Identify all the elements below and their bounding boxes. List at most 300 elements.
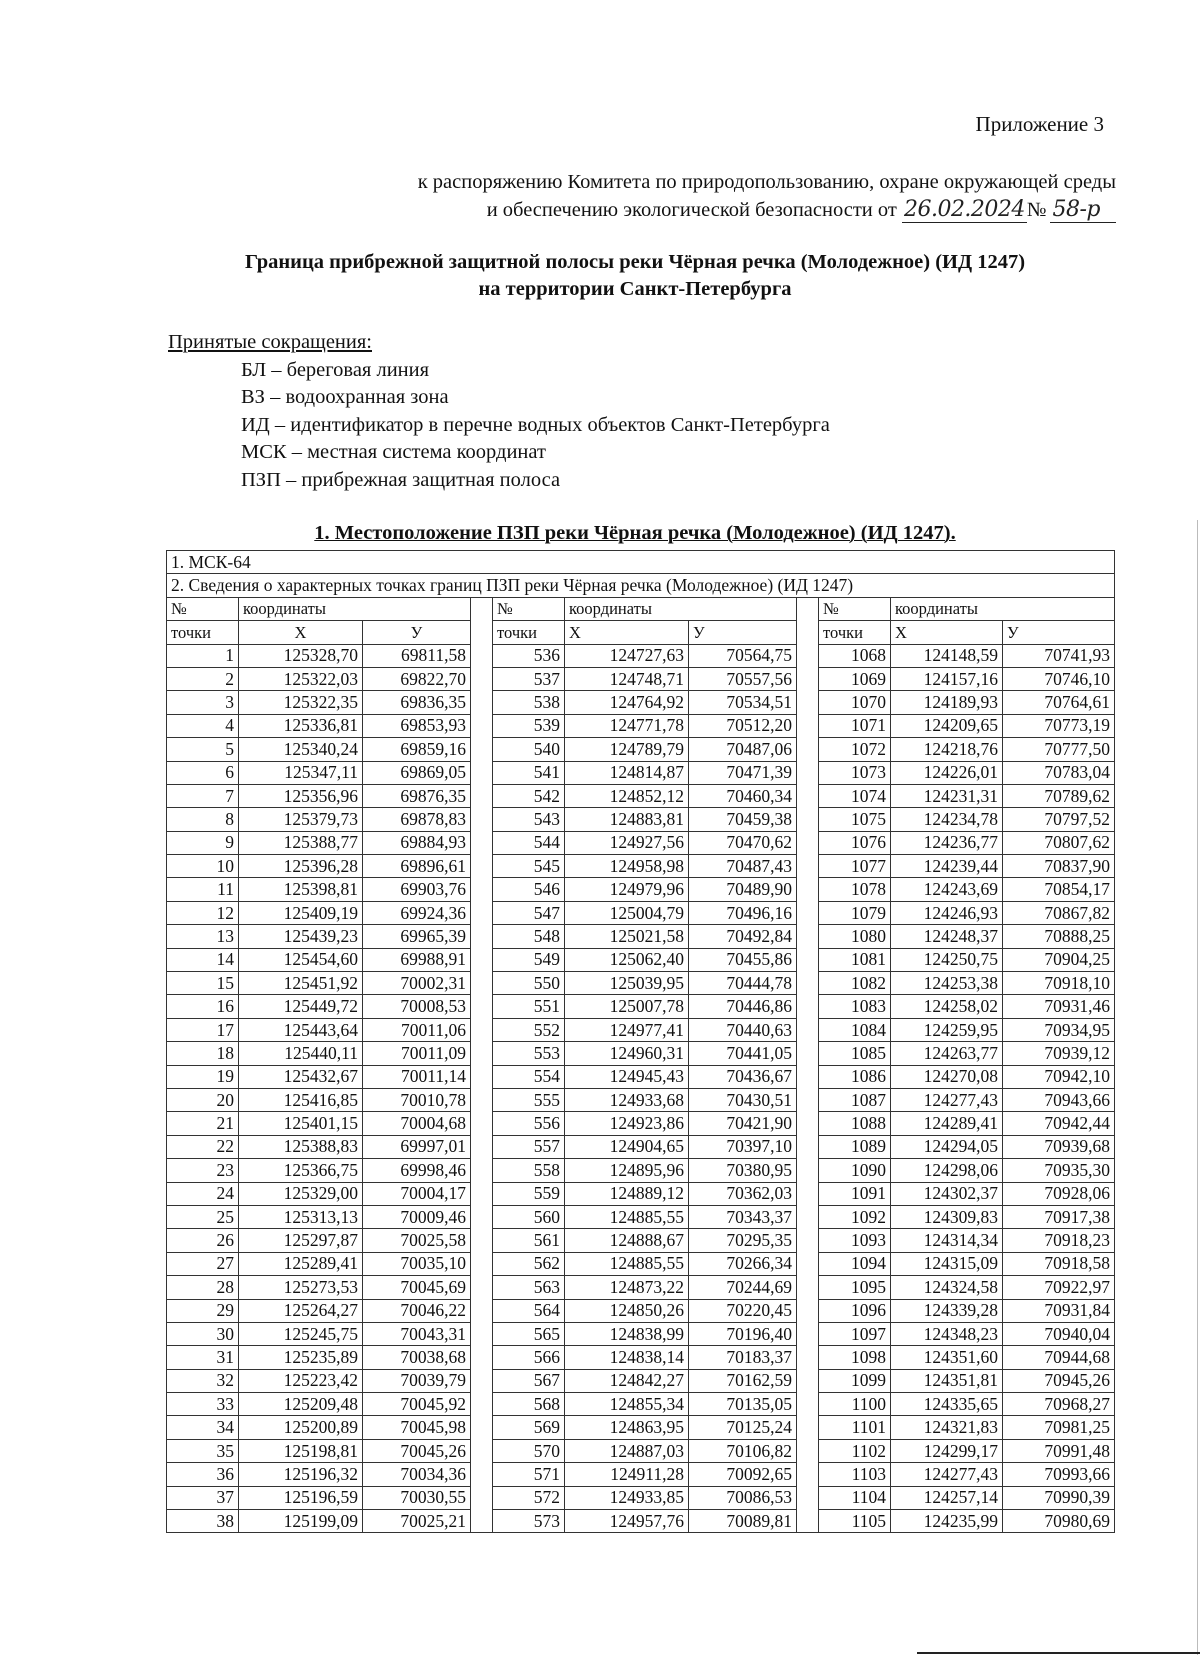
point-number: 547 <box>493 901 565 924</box>
abbreviation-item: БЛ – береговая линия <box>241 359 430 381</box>
coord-x: 124246,93 <box>891 901 1003 924</box>
point-number: 1100 <box>819 1393 891 1416</box>
point-number: 8 <box>167 808 239 831</box>
abbreviations-heading: Принятые сокращения: <box>168 331 372 353</box>
point-number: 1074 <box>819 784 891 807</box>
point-number: 564 <box>493 1299 565 1322</box>
coord-y: 70487,43 <box>689 855 797 878</box>
abbreviation-item: ПЗП – прибрежная защитная полоса <box>241 468 561 491</box>
coord-y: 70002,31 <box>363 972 471 995</box>
coord-y: 70939,68 <box>1003 1135 1115 1158</box>
point-number: 5 <box>167 738 239 761</box>
coord-y: 70244,69 <box>689 1276 797 1299</box>
coord-x: 124257,14 <box>891 1486 1003 1509</box>
coord-y: 70421,90 <box>689 1112 797 1135</box>
point-number: 1103 <box>819 1463 891 1486</box>
coord-x: 125416,85 <box>239 1088 363 1111</box>
point-number: 1105 <box>819 1510 891 1533</box>
coord-x: 125443,64 <box>239 1018 363 1041</box>
coord-y: 70009,46 <box>363 1205 471 1228</box>
table-row <box>167 738 1115 761</box>
handwritten-date: 26.02.2024 <box>903 197 1025 222</box>
coord-x: 124270,08 <box>891 1065 1003 1088</box>
coord-x: 125398,81 <box>239 878 363 901</box>
point-number: 562 <box>493 1252 565 1275</box>
coord-x: 124923,86 <box>565 1112 689 1135</box>
point-number: 27 <box>167 1252 239 1275</box>
coord-y: 69878,83 <box>363 808 471 831</box>
coordinate-system: 1. МСК-64 <box>167 551 1115 574</box>
coord-y: 70807,62 <box>1003 831 1115 854</box>
point-number: 542 <box>493 784 565 807</box>
table-row <box>167 948 1115 971</box>
point-number: 25 <box>167 1205 239 1228</box>
point-number: 1099 <box>819 1369 891 1392</box>
coord-y: 69859,16 <box>363 738 471 761</box>
coord-x: 124157,16 <box>891 667 1003 690</box>
coord-x: 124299,17 <box>891 1439 1003 1462</box>
point-number: 554 <box>493 1065 565 1088</box>
point-number: 1098 <box>819 1346 891 1369</box>
point-number: 1094 <box>819 1252 891 1275</box>
point-number: 1070 <box>819 691 891 714</box>
table-row <box>167 1276 1115 1299</box>
point-number: 6 <box>167 761 239 784</box>
coord-x: 124324,58 <box>891 1276 1003 1299</box>
coord-y: 70045,26 <box>363 1439 471 1462</box>
coord-x: 125440,11 <box>239 1042 363 1065</box>
coord-y: 70089,81 <box>689 1510 797 1533</box>
point-number: 561 <box>493 1229 565 1252</box>
coord-x: 124957,76 <box>565 1510 689 1533</box>
coord-y: 70455,86 <box>689 948 797 971</box>
coord-y: 70564,75 <box>689 644 797 667</box>
coord-x: 124263,77 <box>891 1042 1003 1065</box>
coord-y: 70034,36 <box>363 1463 471 1486</box>
coord-y: 69836,35 <box>363 691 471 714</box>
coord-x: 124838,14 <box>565 1346 689 1369</box>
table-row <box>167 1205 1115 1228</box>
coord-x: 124850,26 <box>565 1299 689 1322</box>
coord-y: 70935,30 <box>1003 1159 1115 1182</box>
coord-x: 124234,78 <box>891 808 1003 831</box>
point-number: 563 <box>493 1276 565 1299</box>
order-line-2-text: и обеспечению экологической безопасности от <box>486 199 897 221</box>
coord-x: 125199,09 <box>239 1510 363 1533</box>
scan-bottom-line <box>917 1652 1200 1654</box>
coord-y: 70441,05 <box>689 1042 797 1065</box>
coord-x: 124289,41 <box>891 1112 1003 1135</box>
table-row <box>167 1018 1115 1041</box>
abbreviation-item: МСК – местная система координат <box>241 441 546 464</box>
coord-y: 70512,20 <box>689 714 797 737</box>
point-number: 1080 <box>819 925 891 948</box>
coord-y: 70459,38 <box>689 808 797 831</box>
point-number: 26 <box>167 1229 239 1252</box>
coord-y: 70295,35 <box>689 1229 797 1252</box>
point-number: 553 <box>493 1042 565 1065</box>
point-number: 558 <box>493 1159 565 1182</box>
point-number: 10 <box>167 855 239 878</box>
coord-x: 124764,92 <box>565 691 689 714</box>
point-number: 1075 <box>819 808 891 831</box>
coord-y: 70940,04 <box>1003 1322 1115 1345</box>
coord-y: 70492,84 <box>689 925 797 948</box>
point-number: 1081 <box>819 948 891 971</box>
coord-y: 70025,21 <box>363 1510 471 1533</box>
coord-x: 125004,79 <box>565 901 689 924</box>
point-number: 1088 <box>819 1112 891 1135</box>
coord-x: 124748,71 <box>565 667 689 690</box>
point-number: 12 <box>167 901 239 924</box>
coord-y: 70783,04 <box>1003 761 1115 784</box>
coord-x: 125366,75 <box>239 1159 363 1182</box>
coord-x: 124248,37 <box>891 925 1003 948</box>
coord-x: 125200,89 <box>239 1416 363 1439</box>
title-line-2: на территории Санкт-Петербурга <box>478 278 792 300</box>
table-row <box>167 1159 1115 1182</box>
coord-y: 70534,51 <box>689 691 797 714</box>
point-number: 1085 <box>819 1042 891 1065</box>
coord-y: 70797,52 <box>1003 808 1115 831</box>
point-number: 1072 <box>819 738 891 761</box>
table-row <box>167 1322 1115 1345</box>
table-row <box>167 667 1115 690</box>
coord-y: 70039,79 <box>363 1369 471 1392</box>
coord-x: 124351,60 <box>891 1346 1003 1369</box>
coord-x: 124243,69 <box>891 878 1003 901</box>
coord-x: 124231,31 <box>891 784 1003 807</box>
table-row <box>167 1486 1115 1509</box>
coord-y: 70764,61 <box>1003 691 1115 714</box>
coord-y: 70362,03 <box>689 1182 797 1205</box>
point-number: 2 <box>167 667 239 690</box>
coord-y: 70918,10 <box>1003 972 1115 995</box>
coord-y: 70011,14 <box>363 1065 471 1088</box>
points-info-row <box>167 574 1115 597</box>
point-number: 1078 <box>819 878 891 901</box>
coord-x: 125235,89 <box>239 1346 363 1369</box>
point-number: 28 <box>167 1276 239 1299</box>
coord-y: 70446,86 <box>689 995 797 1018</box>
coord-x: 125432,67 <box>239 1065 363 1088</box>
point-number: 1104 <box>819 1486 891 1509</box>
point-number: 7 <box>167 784 239 807</box>
coord-y: 70196,40 <box>689 1322 797 1345</box>
coord-x: 124314,34 <box>891 1229 1003 1252</box>
point-number: 1102 <box>819 1439 891 1462</box>
table-row <box>167 1252 1115 1275</box>
coord-x: 125388,83 <box>239 1135 363 1158</box>
coord-y: 70746,10 <box>1003 667 1115 690</box>
point-number: 1092 <box>819 1205 891 1228</box>
coord-x: 124298,06 <box>891 1159 1003 1182</box>
point-number: 551 <box>493 995 565 1018</box>
col-header-coords: координаты <box>565 597 797 620</box>
table-row <box>167 901 1115 924</box>
order-line-1: к распоряжению Комитета по природопользованию, охране окружающей среды <box>417 171 1116 193</box>
order-line-2 <box>216 196 1116 224</box>
coord-y: 70991,48 <box>1003 1439 1115 1462</box>
point-number: 1 <box>167 644 239 667</box>
point-number: 30 <box>167 1322 239 1345</box>
coord-y: 70460,34 <box>689 784 797 807</box>
point-number: 21 <box>167 1112 239 1135</box>
coord-y: 70918,58 <box>1003 1252 1115 1275</box>
point-number: 556 <box>493 1112 565 1135</box>
coord-x: 124789,79 <box>565 738 689 761</box>
coord-x: 125379,73 <box>239 808 363 831</box>
abbreviation-item: ВЗ – водоохранная зона <box>241 386 449 409</box>
table-row <box>167 995 1115 1018</box>
coord-y: 70471,39 <box>689 761 797 784</box>
coord-y: 70922,97 <box>1003 1276 1115 1299</box>
coord-x: 124309,83 <box>891 1205 1003 1228</box>
point-number: 540 <box>493 738 565 761</box>
coord-x: 125454,60 <box>239 948 363 971</box>
coord-y: 70928,06 <box>1003 1182 1115 1205</box>
coord-x: 124904,65 <box>565 1135 689 1158</box>
header-row-1 <box>167 597 1115 620</box>
table-row <box>167 878 1115 901</box>
point-number: 29 <box>167 1299 239 1322</box>
coord-x: 125196,32 <box>239 1463 363 1486</box>
coordinates-table <box>166 550 1115 1533</box>
coord-x: 124148,59 <box>891 644 1003 667</box>
coord-x: 124321,83 <box>891 1416 1003 1439</box>
coord-y: 70125,24 <box>689 1416 797 1439</box>
coord-y: 70934,95 <box>1003 1018 1115 1041</box>
coord-x: 125396,28 <box>239 855 363 878</box>
coord-x: 125264,27 <box>239 1299 363 1322</box>
coord-y: 69924,36 <box>363 901 471 924</box>
coord-y: 70980,69 <box>1003 1510 1115 1533</box>
table-row <box>167 1182 1115 1205</box>
coord-y: 70931,46 <box>1003 995 1115 1018</box>
point-number: 572 <box>493 1486 565 1509</box>
point-number: 1091 <box>819 1182 891 1205</box>
coord-y: 70035,10 <box>363 1252 471 1275</box>
points-info: 2. Сведения о характерных точках границ ПЗП реки Чёрная речка (Молодежное) (ИД 1247) <box>167 574 1115 597</box>
coord-x: 125039,95 <box>565 972 689 995</box>
point-number: 1079 <box>819 901 891 924</box>
col-header-no: № <box>819 597 891 620</box>
coord-x: 124933,85 <box>565 1486 689 1509</box>
coord-y: 70008,53 <box>363 995 471 1018</box>
coord-x: 124348,23 <box>891 1322 1003 1345</box>
point-number: 537 <box>493 667 565 690</box>
coord-y: 69876,35 <box>363 784 471 807</box>
coord-y: 70183,37 <box>689 1346 797 1369</box>
point-number: 1097 <box>819 1322 891 1345</box>
point-number: 1087 <box>819 1088 891 1111</box>
point-number: 555 <box>493 1088 565 1111</box>
point-number: 565 <box>493 1322 565 1345</box>
coord-y: 69884,93 <box>363 831 471 854</box>
coord-y: 70777,50 <box>1003 738 1115 761</box>
coord-x: 125223,42 <box>239 1369 363 1392</box>
coord-x: 125451,92 <box>239 972 363 995</box>
col-header-y: У <box>689 621 797 644</box>
coord-y: 70968,27 <box>1003 1393 1115 1416</box>
coord-x: 124218,76 <box>891 738 1003 761</box>
table-row <box>167 1065 1115 1088</box>
table-row <box>167 1088 1115 1111</box>
coord-x: 124236,77 <box>891 831 1003 854</box>
coord-x: 124842,27 <box>565 1369 689 1392</box>
table-row <box>167 1416 1115 1439</box>
coord-x: 124895,96 <box>565 1159 689 1182</box>
point-number: 1069 <box>819 667 891 690</box>
point-number: 1073 <box>819 761 891 784</box>
coord-x: 124239,44 <box>891 855 1003 878</box>
number-sign: № <box>1026 199 1047 221</box>
coord-x: 124888,67 <box>565 1229 689 1252</box>
point-number: 17 <box>167 1018 239 1041</box>
order-reference <box>216 168 1116 224</box>
coord-x: 124294,05 <box>891 1135 1003 1158</box>
table-row <box>167 1346 1115 1369</box>
coord-x: 124253,38 <box>891 972 1003 995</box>
point-number: 536 <box>493 644 565 667</box>
coord-y: 70086,53 <box>689 1486 797 1509</box>
coord-y: 70945,26 <box>1003 1369 1115 1392</box>
coord-x: 125356,96 <box>239 784 363 807</box>
point-number: 570 <box>493 1439 565 1462</box>
point-number: 1083 <box>819 995 891 1018</box>
table-row <box>167 691 1115 714</box>
table-row <box>167 1135 1115 1158</box>
table-row <box>167 808 1115 831</box>
coord-y: 69903,76 <box>363 878 471 901</box>
coord-y: 70789,62 <box>1003 784 1115 807</box>
coord-x: 124885,55 <box>565 1205 689 1228</box>
coord-y: 70440,63 <box>689 1018 797 1041</box>
coord-y: 70993,66 <box>1003 1463 1115 1486</box>
coord-y: 70931,84 <box>1003 1299 1115 1322</box>
point-number: 571 <box>493 1463 565 1486</box>
coord-y: 70030,55 <box>363 1486 471 1509</box>
col-header-x: Х <box>565 621 689 644</box>
coord-y: 70867,82 <box>1003 901 1115 924</box>
coord-x: 125196,59 <box>239 1486 363 1509</box>
point-number: 539 <box>493 714 565 737</box>
coordinate-system-row <box>167 551 1115 574</box>
coord-y: 69811,58 <box>363 644 471 667</box>
col-header-point: точки <box>493 621 565 644</box>
point-number: 544 <box>493 831 565 854</box>
point-number: 541 <box>493 761 565 784</box>
coord-x: 124887,03 <box>565 1439 689 1462</box>
coord-y: 70343,37 <box>689 1205 797 1228</box>
point-number: 550 <box>493 972 565 995</box>
coord-y: 70944,68 <box>1003 1346 1115 1369</box>
table-row <box>167 714 1115 737</box>
coord-y: 70470,62 <box>689 831 797 854</box>
coord-y: 70837,90 <box>1003 855 1115 878</box>
table-row <box>167 644 1115 667</box>
point-number: 31 <box>167 1346 239 1369</box>
table-row <box>167 784 1115 807</box>
coord-x: 124855,34 <box>565 1393 689 1416</box>
coord-x: 124863,95 <box>565 1416 689 1439</box>
coord-x: 124852,12 <box>565 784 689 807</box>
point-number: 3 <box>167 691 239 714</box>
coord-y: 69896,61 <box>363 855 471 878</box>
col-header-y: У <box>1003 621 1115 644</box>
coord-y: 70043,31 <box>363 1322 471 1345</box>
point-number: 1096 <box>819 1299 891 1322</box>
col-header-point: точки <box>819 621 891 644</box>
table-row <box>167 1112 1115 1135</box>
coord-x: 124235,99 <box>891 1510 1003 1533</box>
table-row <box>167 1299 1115 1322</box>
coord-x: 125336,81 <box>239 714 363 737</box>
coord-x: 124258,02 <box>891 995 1003 1018</box>
point-number: 11 <box>167 878 239 901</box>
handwritten-order-number: 58-р <box>1050 197 1116 223</box>
point-number: 1086 <box>819 1065 891 1088</box>
abbreviations-list <box>241 357 830 494</box>
col-header-coords: координаты <box>239 597 471 620</box>
coord-x: 125273,53 <box>239 1276 363 1299</box>
point-number: 1093 <box>819 1229 891 1252</box>
coord-x: 124977,41 <box>565 1018 689 1041</box>
col-header-no: № <box>167 597 239 620</box>
coord-y: 70038,68 <box>363 1346 471 1369</box>
col-header-x: Х <box>239 621 363 644</box>
point-number: 34 <box>167 1416 239 1439</box>
point-number: 18 <box>167 1042 239 1065</box>
point-number: 567 <box>493 1369 565 1392</box>
coord-x: 124771,78 <box>565 714 689 737</box>
coord-x: 124958,98 <box>565 855 689 878</box>
coord-x: 125062,40 <box>565 948 689 971</box>
coord-y: 70918,23 <box>1003 1229 1115 1252</box>
coord-x: 124727,63 <box>565 644 689 667</box>
coord-x: 125289,41 <box>239 1252 363 1275</box>
point-number: 9 <box>167 831 239 854</box>
coord-y: 69965,39 <box>363 925 471 948</box>
point-number: 38 <box>167 1510 239 1533</box>
point-number: 545 <box>493 855 565 878</box>
col-header-coords: координаты <box>891 597 1115 620</box>
table-row <box>167 855 1115 878</box>
appendix-label: Приложение 3 <box>975 112 1104 136</box>
table-row <box>167 1042 1115 1065</box>
coord-y: 69822,70 <box>363 667 471 690</box>
coord-y: 70942,44 <box>1003 1112 1115 1135</box>
coord-x: 125329,00 <box>239 1182 363 1205</box>
coord-y: 70004,17 <box>363 1182 471 1205</box>
point-number: 548 <box>493 925 565 948</box>
coord-y: 70162,59 <box>689 1369 797 1392</box>
coord-y: 70773,19 <box>1003 714 1115 737</box>
point-number: 4 <box>167 714 239 737</box>
table-row <box>167 1439 1115 1462</box>
coord-y: 70943,66 <box>1003 1088 1115 1111</box>
abbreviation-item: ИД – идентификатор в перечне водных объектов Санкт-Петербурга <box>241 413 830 436</box>
coord-y: 70045,98 <box>363 1416 471 1439</box>
coord-y: 70854,17 <box>1003 878 1115 901</box>
coord-y: 70557,56 <box>689 667 797 690</box>
coord-y: 70025,58 <box>363 1229 471 1252</box>
coord-y: 70380,95 <box>689 1159 797 1182</box>
coord-x: 124911,28 <box>565 1463 689 1486</box>
coord-x: 125209,48 <box>239 1393 363 1416</box>
coord-x: 125340,24 <box>239 738 363 761</box>
point-number: 560 <box>493 1205 565 1228</box>
